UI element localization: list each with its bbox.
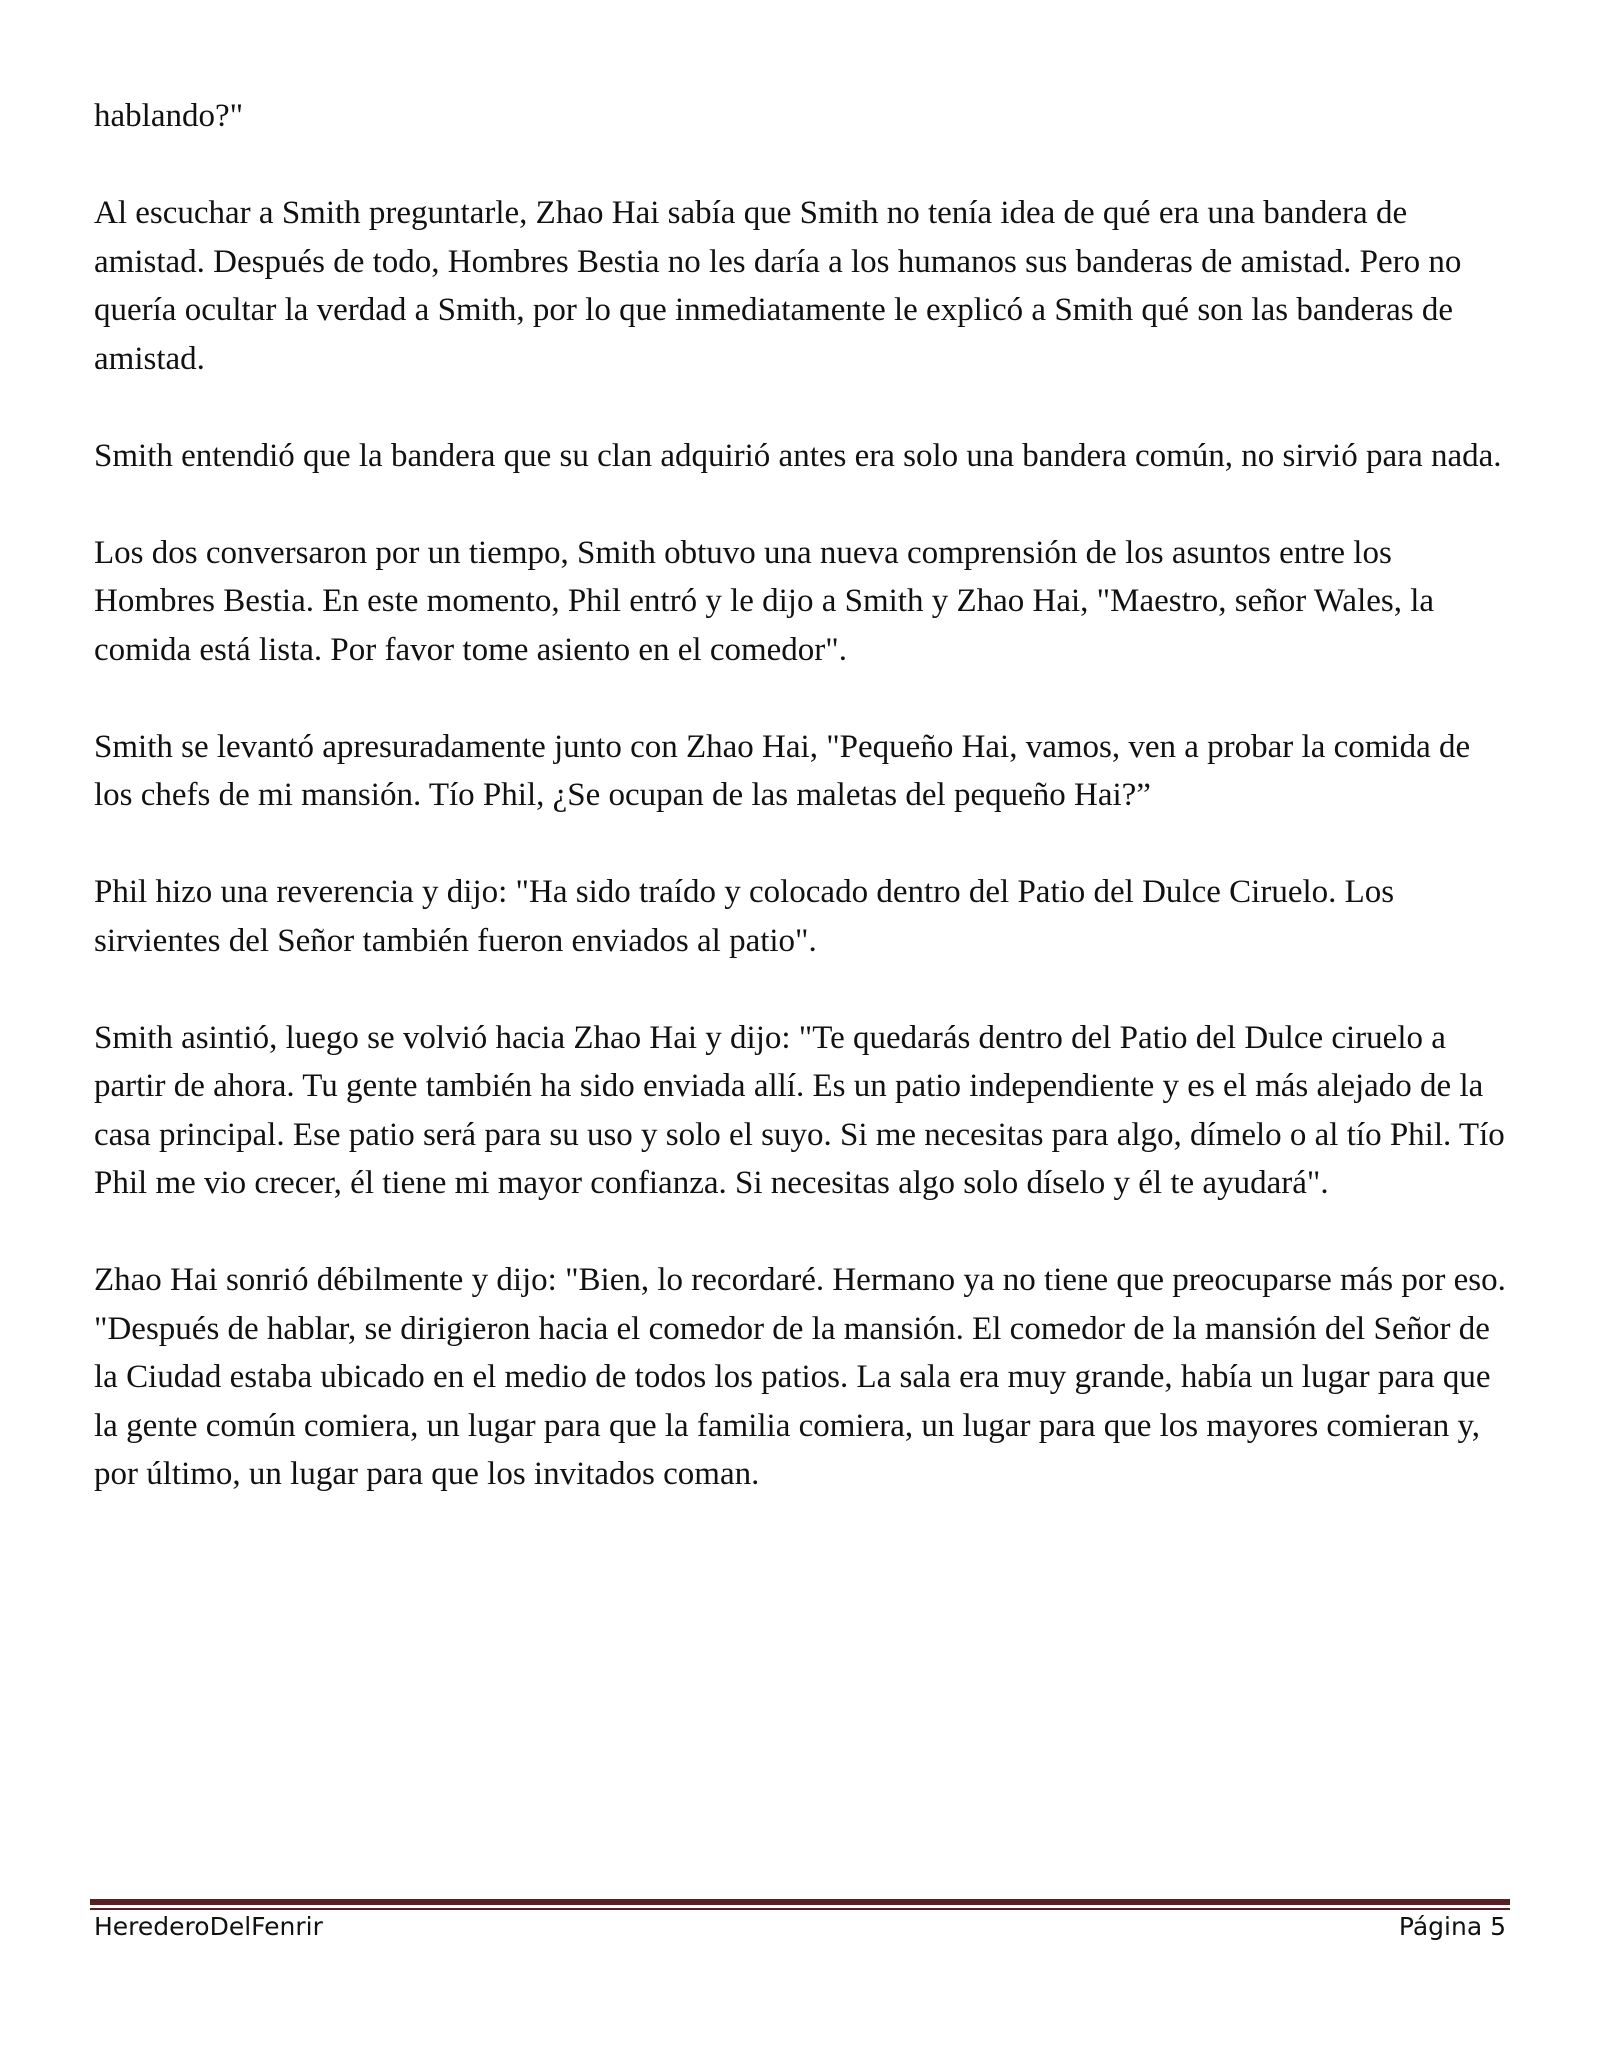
footer-page-number: Página 5	[1398, 1912, 1506, 1941]
footer-divider-thin-line	[90, 1908, 1510, 1910]
paragraph: Phil hizo una reverencia y dijo: "Ha sido traído y colocado dentro del Patio del Dulce Ciruelo. Los sirvientes del Señor también fueron enviados al patio".	[94, 874, 1395, 959]
paragraph: Smith asintió, luego se volvió hacia Zhao Hai y dijo: "Te quedarás dentro del Patio del Dulce ciruelo a partir de ahora. Tu gente también ha sido enviada allí. Es un patio independiente y es el más alejado de la casa principal. Ese patio será para su uso y solo el suyo. Si me necesitas para algo, dímelo o al tío Phil. Tío Phil me vio crecer, él tiene mi mayor confianza. Si necesitas algo solo díselo y él te ayudará".	[94, 1019, 1505, 1201]
paragraph: Smith se levantó apresuradamente junto con Zhao Hai, "Pequeño Hai, vamos, ven a probar la comida de los chefs de mi mansión. Tío Phil, ¿Se ocupan de las maletas del pequeño Hai?”	[94, 728, 1471, 813]
paragraph: hablando?"	[94, 98, 244, 134]
paragraph: Los dos conversaron por un tiempo, Smith obtuvo una nueva comprensión de los asuntos entre los Hombres Bestia. En este momento, Phil entró y le dijo a Smith y Zhao Hai, "Maestro, señor Wales, la comida está lista. Por favor tome asiento en el comedor".	[94, 534, 1435, 668]
footer-divider-thick-line	[90, 1899, 1510, 1905]
paragraph: Zhao Hai sonrió débilmente y dijo: "Bien, lo recordaré. Hermano ya no tiene que preocuparse más por eso. "Después de hablar, se dirigieron hacia el comedor de la mansión. El comedor de la mansión del Señor de la Ciudad estaba ubicado en el medio de todos los patios. La sala era muy grande, había un lugar para que la gente común comiera, un lugar para que la familia comiera, un lugar para que los mayores comieran y, por último, un lugar para que los invitados coman.	[94, 1262, 1506, 1492]
paragraph: Al escuchar a Smith preguntarle, Zhao Hai sabía que Smith no tenía idea de qué era una bandera de amistad. Después de todo, Hombres Bestia no les daría a los humanos sus banderas de amistad. Pero no quería ocultar la verdad a Smith, por lo que inmediatamente le explicó a Smith qué son las banderas de amistad.	[94, 195, 1462, 377]
paragraph: Smith entendió que la bandera que su clan adquirió antes era solo una bandera común, no sirvió para nada.	[94, 437, 1502, 474]
footer-author: HerederoDelFenrir	[94, 1912, 323, 1941]
footer-divider	[90, 1899, 1510, 1911]
document-body	[94, 92, 1514, 1547]
